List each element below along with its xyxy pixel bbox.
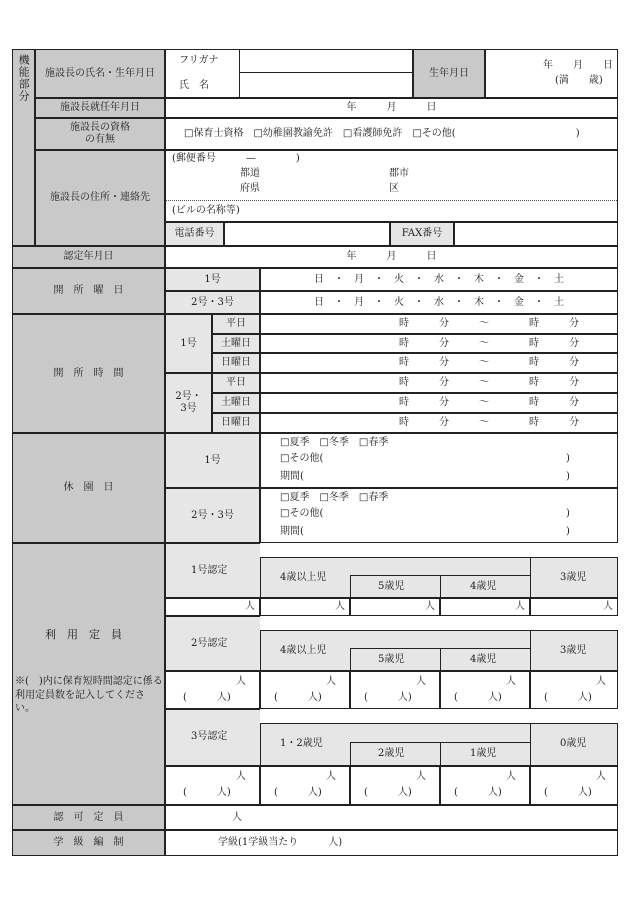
cap-block3-vline-d — [530, 724, 531, 766]
hours-g2-sat-label: 土曜日 — [212, 393, 260, 413]
cap-block3-cert: 3号認定 — [191, 731, 228, 742]
paren-unit-text: ( 人) — [274, 787, 322, 798]
paren-unit-text: ( 人) — [183, 787, 231, 798]
paren-unit-text: ( 人) — [183, 692, 231, 703]
capacity-label-cell — [12, 543, 165, 805]
holidays-g2-seasons[interactable]: □夏季 □冬季 □春季 — [280, 492, 389, 503]
unit-text: 人 — [416, 771, 426, 782]
open-hours-label: 開 所 時 間 — [12, 314, 165, 433]
cert-date-label: 認定年月日 — [12, 246, 165, 268]
holidays-g2-period[interactable]: 期間( — [280, 526, 304, 537]
time-text: 時 分 ～ 時 分 — [399, 397, 579, 408]
name-input[interactable] — [241, 74, 412, 97]
holidays-group2: 2号・3号 — [165, 488, 260, 543]
qual-value: □保育士資格 □幼稚園教諭免許 □看護師免許 □その他( ) — [184, 128, 580, 139]
cap-block2-vline-b — [350, 648, 351, 671]
classes-value-box[interactable] — [165, 830, 618, 856]
cap-block1-vline-c — [440, 575, 441, 598]
time-text: 時 分 ～ 時 分 — [399, 318, 579, 329]
cap-block3-c5-value[interactable] — [350, 766, 440, 805]
hours-g1-weekday-label: 平日 — [212, 314, 260, 334]
cap-block3-c4: 1歳児 — [470, 748, 497, 759]
paren-unit-text: ( 人) — [364, 692, 412, 703]
open-days-label: 開 所 曜 日 — [12, 268, 165, 314]
hours-g1-sun-value[interactable] — [260, 353, 618, 373]
holidays-g1-period-close: ) — [566, 471, 570, 482]
cert-date-value: 年 月 日 — [346, 251, 437, 262]
unit-text: 人 — [236, 676, 246, 687]
unit-text: 人 — [603, 601, 613, 612]
cap-block1-cert: 1号認定 — [191, 565, 228, 576]
approved-value: 人 — [232, 811, 242, 823]
paren-unit-text: ( 人) — [454, 692, 502, 703]
cap-block1-vline-b — [350, 575, 351, 598]
unit-text: 人 — [335, 601, 345, 612]
tel-label: 電話番号 — [165, 222, 224, 246]
todo-text: 都道 — [240, 168, 260, 179]
cap-block2-older: 4歳以上児 — [280, 645, 327, 656]
ku-text: 区 — [389, 183, 399, 194]
hours-g2-weekday-label: 平日 — [212, 373, 260, 393]
capacity-note: ※( )内に保育短時間認定に係る利用定員数を記入してください。 — [15, 676, 163, 714]
cap-block2-c5: 5歳児 — [378, 654, 405, 665]
cert-date-box[interactable] — [165, 246, 618, 268]
cap-block1-c4: 4歳児 — [470, 581, 497, 592]
cap-block3-c3: 0歳児 — [560, 738, 587, 749]
unit-text: 人 — [326, 676, 336, 687]
time-text: 時 分 ～ 時 分 — [399, 417, 579, 428]
capacity-label: 利 用 定 員 — [45, 628, 122, 641]
open-days-row1-value-box[interactable] — [260, 268, 618, 291]
time-text: 時 分 ～ 時 分 — [399, 357, 579, 368]
holidays-g1-period[interactable]: 期間( — [280, 471, 304, 482]
open-days-row2-label: 2号・3号 — [165, 291, 260, 314]
time-text: 時 分 ～ 時 分 — [399, 377, 579, 388]
paren-unit-text: ( 人) — [544, 787, 592, 798]
hours-g2-weekday-value[interactable] — [260, 373, 618, 393]
cap-block2-vline-d — [530, 631, 531, 671]
hours-g1-weekday-value[interactable] — [260, 314, 618, 334]
tenure-value: 年 月 日 — [346, 102, 437, 113]
birth-box[interactable] — [485, 49, 618, 98]
cap-block3-older-value[interactable] — [260, 766, 350, 805]
cap-block3-vline-a — [260, 724, 261, 766]
unit-text: 人 — [236, 771, 246, 782]
paren-unit-text: ( 人) — [544, 692, 592, 703]
unit-text: 人 — [416, 676, 426, 687]
unit-text: 人 — [596, 771, 606, 782]
time-text: 時 分 ～ 時 分 — [399, 337, 579, 349]
qual-label — [35, 118, 165, 150]
open-hours-group1: 1号 — [165, 314, 212, 373]
classes-label: 学 級 編 制 — [12, 830, 165, 856]
paren-unit-text: ( 人) — [364, 787, 412, 798]
cap-block1-total[interactable] — [165, 598, 260, 616]
furigana-input[interactable] — [241, 50, 412, 71]
paren-unit-text: ( 人) — [274, 692, 322, 703]
cap-block3-top-strip — [260, 709, 618, 724]
cap-block3-c4-value[interactable] — [440, 766, 530, 805]
tenure-value-box[interactable] — [165, 98, 618, 118]
holidays-g1-other-close: ) — [566, 453, 570, 464]
holidays-g2-period-close: ) — [566, 526, 570, 537]
name-label: 氏 名 — [179, 80, 209, 91]
unit-text: 人 — [326, 771, 336, 782]
cap-block1-vline-d — [530, 558, 531, 598]
cap-block1-c4-value[interactable] — [440, 598, 530, 616]
holidays-g2-other[interactable]: □その他( — [280, 508, 324, 519]
unit-text: 人 — [515, 601, 525, 612]
cap-block2-top-strip — [260, 616, 618, 631]
holidays-g2-other-close: ) — [566, 508, 570, 519]
unit-text: 人 — [506, 676, 516, 687]
cap-block1-vline-a — [260, 558, 261, 598]
tel-input[interactable] — [224, 222, 390, 246]
hours-g2-sat-value[interactable] — [260, 393, 618, 413]
fax-label: FAX番号 — [390, 222, 454, 246]
cap-block3-vline-c — [440, 742, 441, 766]
tenure-label: 施設長就任年月日 — [35, 98, 165, 118]
classes-value: 学級(1学級当たり 人) — [218, 837, 343, 848]
cap-block1-older: 4歳以上児 — [280, 572, 327, 583]
cap-block1-c5-value[interactable] — [350, 598, 440, 616]
birth-value: 年 月 日 — [543, 60, 613, 71]
fuken-text: 府県 — [240, 183, 260, 194]
gunshi-text: 郡市 — [389, 168, 409, 179]
section-label-cell — [12, 49, 35, 246]
hours-g1-sat-value[interactable] — [260, 334, 618, 353]
addr-dotted-line — [166, 200, 617, 201]
holidays-group1: 1号 — [165, 433, 260, 488]
holidays-label: 休 園 日 — [12, 433, 165, 543]
director-name-label: 施設長の氏名・生年月日 — [35, 49, 165, 98]
cap-block1-c5: 5歳児 — [378, 581, 405, 592]
hours-g2-sun-value[interactable] — [260, 413, 618, 433]
cap-block1-c3: 3歳児 — [560, 572, 587, 583]
cap-block1-older-value[interactable] — [260, 598, 350, 616]
holidays-g1-seasons[interactable]: □夏季 □冬季 □春季 — [280, 437, 389, 448]
approved-value-box[interactable] — [165, 805, 618, 830]
open-days-row2-value-box[interactable] — [260, 291, 618, 314]
postal-text: (郵便番号 — ) — [172, 153, 300, 164]
cap-block1-c3-value[interactable] — [530, 598, 618, 616]
paren-unit-text: ( 人) — [454, 787, 502, 798]
age-value: (満 歳) — [555, 75, 603, 86]
cap-block1-top-strip — [260, 543, 618, 558]
birth-label: 生年月日 — [413, 49, 485, 98]
cap-block2-vline-a — [260, 631, 261, 671]
holidays-g1-other[interactable]: □その他( — [280, 453, 324, 464]
cap-block3-vline-b — [350, 742, 351, 766]
furigana-divider — [239, 49, 240, 98]
hours-g1-sat-label: 土曜日 — [212, 334, 260, 353]
qual-label-text: 施設長の資格の有無 — [70, 122, 130, 145]
unit-text: 人 — [425, 601, 435, 612]
open-hours-group2-text: 2号・3号 — [175, 391, 202, 414]
cap-block2-c3: 3歳児 — [560, 645, 587, 656]
open-days-row1-label: 1号 — [165, 268, 260, 291]
fax-input[interactable] — [454, 222, 618, 246]
unit-text: 人 — [245, 601, 255, 612]
section-label: 機能部分 — [17, 54, 31, 102]
hours-g2-sun-label: 日曜日 — [212, 413, 260, 433]
qual-value-box[interactable] — [165, 118, 618, 150]
open-days-row1-value: 日 ・ 月 ・ 火 ・ 水 ・ 木 ・ 金 ・ 土 — [314, 273, 564, 285]
unit-text: 人 — [596, 676, 606, 687]
addr-label: 施設長の住所・連絡先 — [35, 150, 165, 246]
building-text: (ビルの名称等) — [172, 205, 240, 216]
cap-block3-c5: 2歳児 — [378, 748, 405, 759]
furigana-hline — [239, 72, 413, 73]
approved-label: 認 可 定 員 — [12, 805, 165, 830]
furigana-label: フリガナ — [179, 55, 219, 66]
hours-g1-sun-label: 日曜日 — [212, 353, 260, 373]
open-hours-group2 — [165, 373, 212, 433]
cap-block2-vline-c — [440, 648, 441, 671]
cap-block3-older: 1・2歳児 — [280, 738, 323, 749]
unit-text: 人 — [506, 771, 516, 782]
cap-block2-c4: 4歳児 — [470, 654, 497, 665]
open-days-row2-value: 日 ・ 月 ・ 火 ・ 水 ・ 木 ・ 金 ・ 土 — [314, 296, 564, 308]
cap-block2-cert: 2号認定 — [191, 638, 228, 649]
